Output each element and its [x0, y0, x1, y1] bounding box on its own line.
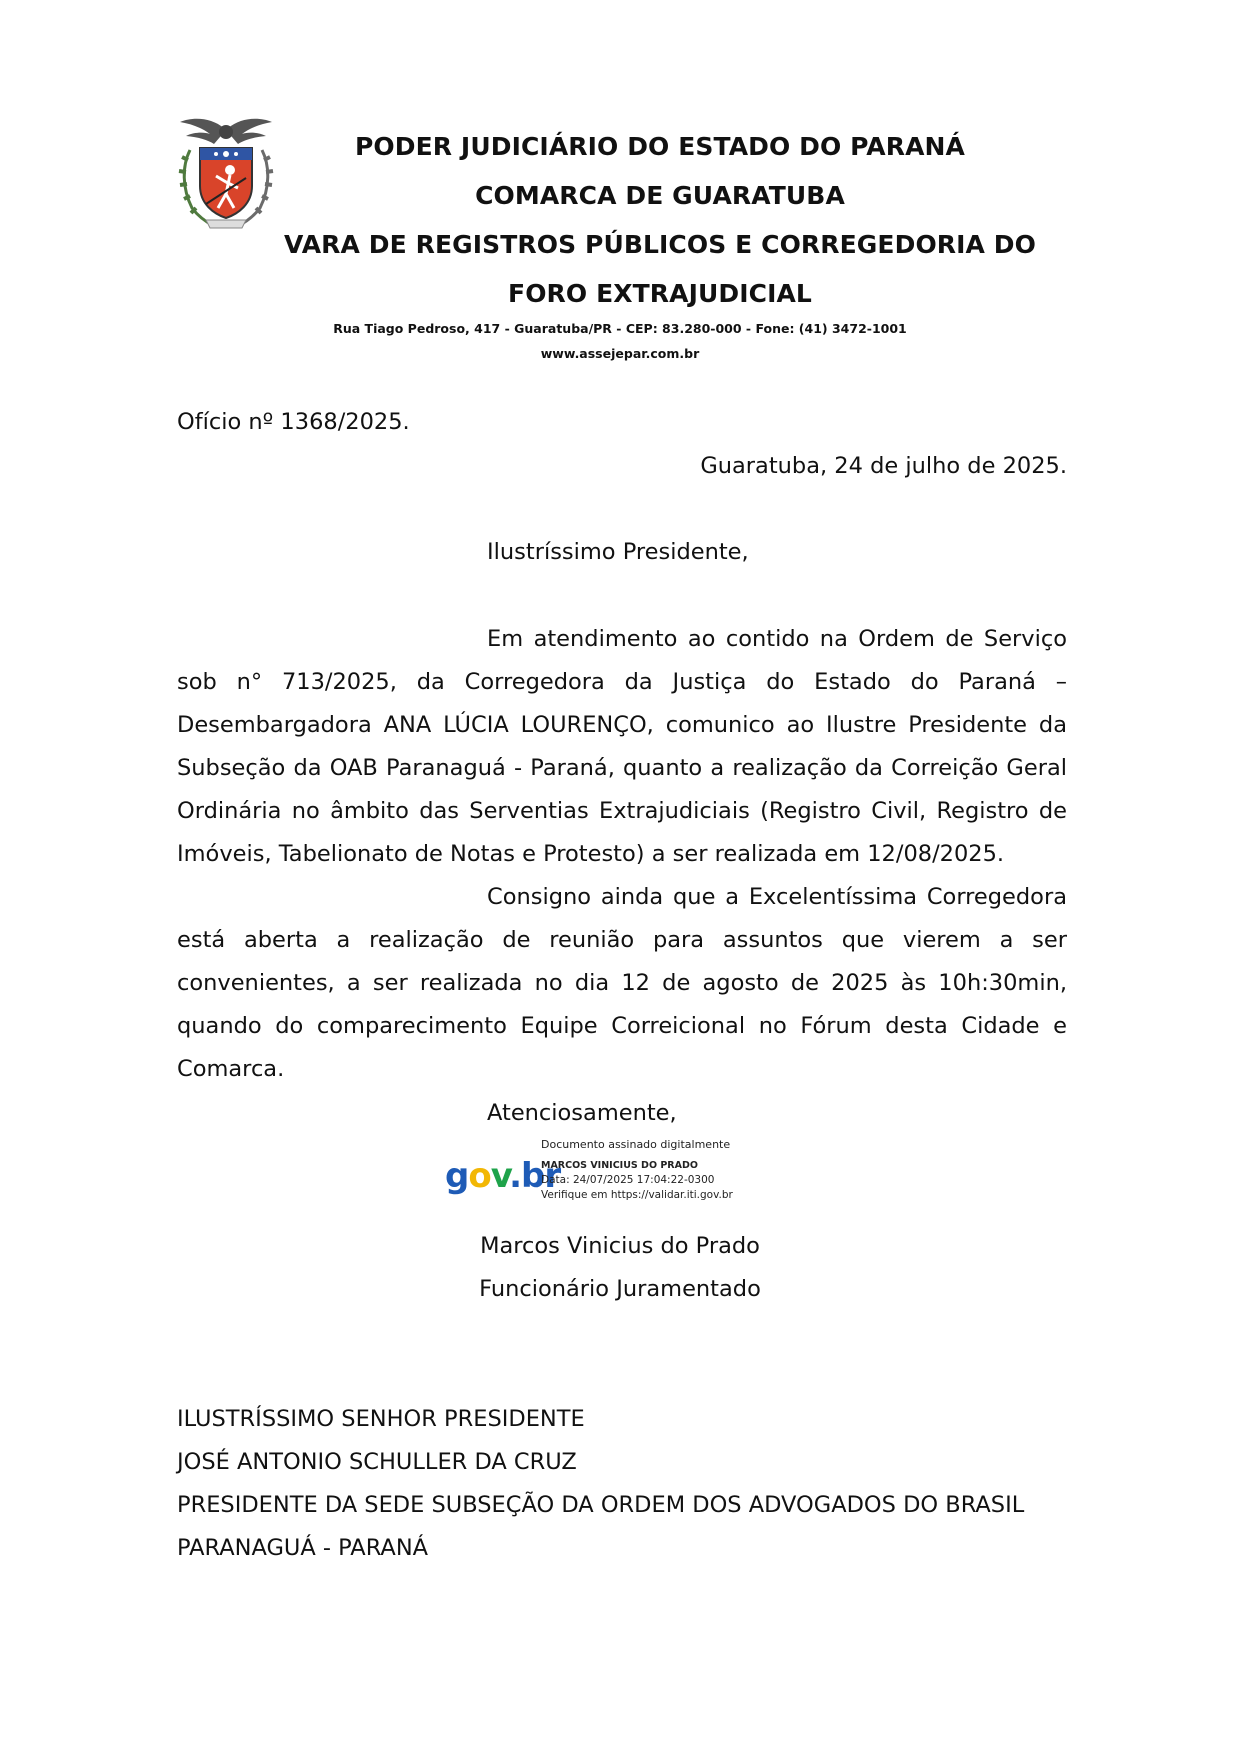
salutation: Ilustríssimo Presidente,	[487, 539, 749, 565]
court-name: PODER JUDICIÁRIO DO ESTADO DO PARANÁ	[354, 132, 966, 161]
signatory-name: Marcos Vinicius do Prado	[480, 1233, 760, 1259]
letterhead-contact	[240, 316, 1000, 366]
addressee-line: PARANAGUÁ - PARANÁ	[177, 1535, 429, 1561]
signatory-role: Funcionário Juramentado	[479, 1276, 761, 1302]
addressee-line: JOSÉ ANTONIO SCHULLER DA CRUZ	[177, 1449, 577, 1475]
addressee-block	[177, 1398, 1024, 1570]
court-division-line2: FORO EXTRAJUDICIAL	[508, 279, 812, 308]
closing: Atenciosamente,	[487, 1100, 677, 1126]
signature-date: Data: 24/07/2025 17:04:22-0300	[541, 1174, 715, 1186]
digital-signature-stamp	[445, 1138, 745, 1208]
signature-title: Documento assinado digitalmente	[541, 1138, 731, 1151]
body-paragraph-2: Consigno ainda que a Excelentíssima Corregedora está aberta a realização de reunião para assuntos que vierem a ser convenientes, a ser realizada no dia 12 de agosto de 2025 às 10h:30min, quando do comparecimento Equipe Correicional no Fórum desta Cidade e Comarca.	[177, 884, 1067, 1082]
signature-verify-link[interactable]: Verifique em https://validar.iti.gov.br	[541, 1188, 733, 1201]
addressee-line: PRESIDENTE DA SEDE SUBSEÇÃO DA ORDEM DOS ADVOGADOS DO BRASIL	[177, 1492, 1025, 1518]
signature-details	[541, 1138, 733, 1202]
signature-signer: MARCOS VINICIUS DO PRADO	[541, 1159, 698, 1171]
addressee-line: ILUSTRÍSSIMO SENHOR PRESIDENTE	[177, 1406, 585, 1432]
district-name: COMARCA DE GUARATUBA	[475, 181, 845, 210]
body-paragraph-1: Em atendimento ao contido na Ordem de Serviço sob n° 713/2025, da Corregedora da Justiça do Estado do Paraná – Desembargadora ANA LÚCIA LOURENÇO, comunico ao Ilustre Presidente da Subseção da OAB Paranaguá - Paraná, quanto a realização da Correição Geral Ordinária no âmbito das Serventias Extrajudiciais (Registro Civil, Registro de Imóveis, Tabelionato de Notas e Protesto) a ser realizada em 12/08/2025.	[177, 626, 1067, 867]
address-line: Rua Tiago Pedroso, 417 - Guaratuba/PR - CEP: 83.280-000 - Fone: (41) 3472-1001	[333, 321, 907, 336]
letterhead	[240, 122, 1080, 318]
letter-number: Ofício nº 1368/2025.	[177, 409, 410, 435]
website-link[interactable]: www.assejepar.com.br	[540, 346, 700, 361]
gov-br-logo: gov.br	[445, 1156, 561, 1196]
court-division-line1: VARA DE REGISTROS PÚBLICOS E CORREGEDORIA DO	[283, 230, 1037, 259]
letter-date: Guaratuba, 24 de julho de 2025.	[700, 453, 1067, 479]
